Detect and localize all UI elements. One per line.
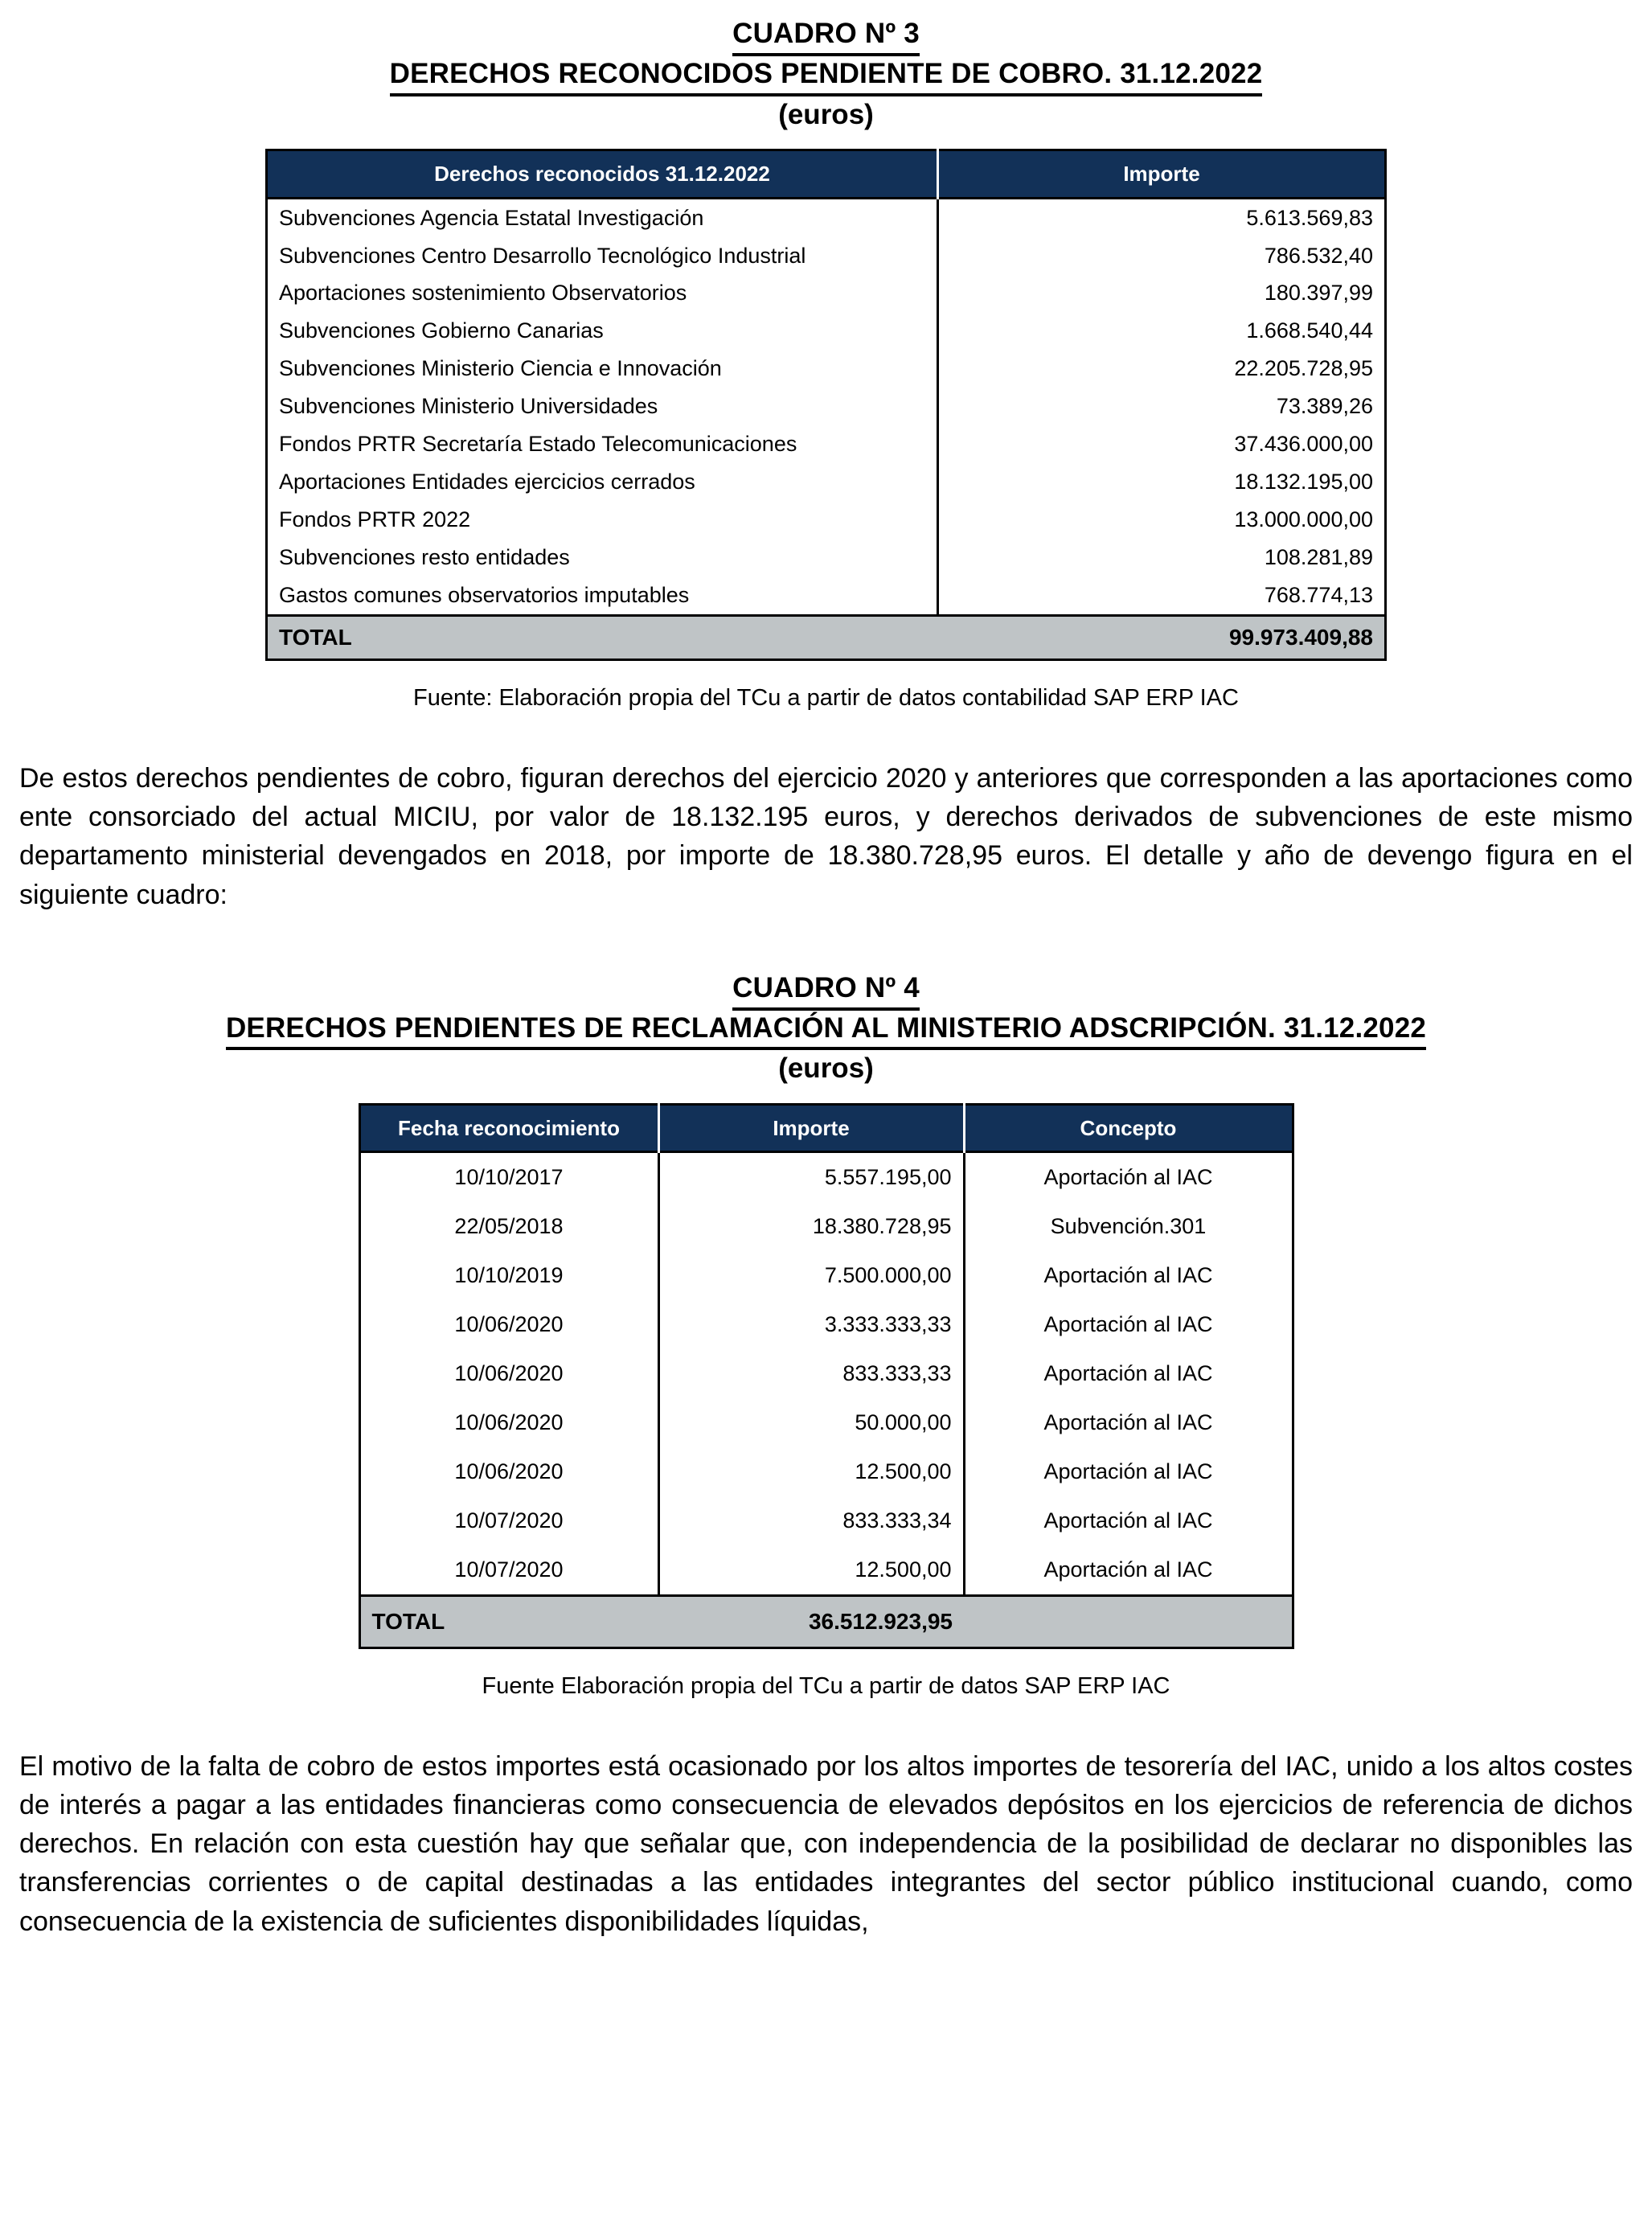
table-row bbox=[359, 1349, 1293, 1398]
cell-amount: 7.500.000,00 bbox=[658, 1251, 964, 1300]
table-row bbox=[267, 539, 1386, 576]
table-row bbox=[267, 198, 1386, 236]
cell-date: 10/10/2017 bbox=[359, 1152, 658, 1202]
cell-amount: 73.389,26 bbox=[938, 388, 1386, 425]
column-header-importe: Importe bbox=[658, 1104, 964, 1152]
cuadro-4-title-name: DERECHOS PENDIENTES DE RECLAMACIÓN AL MINISTERIO ADSCRIPCIÓN. 31.12.2022 bbox=[226, 1011, 1426, 1051]
column-header-importe: Importe bbox=[938, 150, 1386, 199]
table-row bbox=[359, 1398, 1293, 1447]
cell-concept: Subvenciones Gobierno Canarias bbox=[267, 312, 938, 350]
cuadro-4-table bbox=[359, 1103, 1294, 1649]
table-row bbox=[359, 1447, 1293, 1496]
cell-concept: Aportación al IAC bbox=[964, 1496, 1293, 1545]
cell-concept: Fondos PRTR Secretaría Estado Telecomunicaciones bbox=[267, 425, 938, 463]
cell-amount: 18.132.195,00 bbox=[938, 463, 1386, 501]
cell-concept: Aportación al IAC bbox=[964, 1152, 1293, 1202]
cell-concept: Aportaciones sostenimiento Observatorios bbox=[267, 274, 938, 312]
cuadro-4-title-block bbox=[19, 970, 1633, 1087]
cuadro-3-table-wrapper bbox=[19, 149, 1633, 661]
cell-amount: 22.205.728,95 bbox=[938, 350, 1386, 388]
cuadro-3-table bbox=[265, 149, 1387, 661]
cell-amount: 50.000,00 bbox=[658, 1398, 964, 1447]
cell-amount: 786.532,40 bbox=[938, 237, 1386, 275]
cell-date: 22/05/2018 bbox=[359, 1202, 658, 1251]
cuadro-3-source-note: Fuente: Elaboración propia del TCu a partir de datos contabilidad SAP ERP IAC bbox=[413, 685, 1239, 712]
cell-amount: 12.500,00 bbox=[658, 1447, 964, 1496]
table-row bbox=[267, 312, 1386, 350]
total-label: TOTAL bbox=[359, 1595, 658, 1647]
column-header-concepto: Concepto bbox=[964, 1104, 1293, 1152]
table-row bbox=[359, 1152, 1293, 1202]
cuadro-4-title-number: CUADRO Nº 4 bbox=[732, 970, 920, 1011]
table-header-row bbox=[359, 1104, 1293, 1152]
cell-date: 10/06/2020 bbox=[359, 1300, 658, 1349]
cuadro-3-title-number: CUADRO Nº 3 bbox=[732, 16, 920, 56]
cuadro-4-title-number-line bbox=[19, 970, 1633, 1011]
table-row bbox=[267, 350, 1386, 388]
total-empty-cell bbox=[964, 1595, 1293, 1647]
cell-concept: Subvención.301 bbox=[964, 1202, 1293, 1251]
cell-concept: Aportación al IAC bbox=[964, 1398, 1293, 1447]
cell-amount: 833.333,34 bbox=[658, 1496, 964, 1545]
cell-amount: 180.397,99 bbox=[938, 274, 1386, 312]
cell-concept: Aportación al IAC bbox=[964, 1545, 1293, 1595]
cell-concept: Subvenciones Ministerio Universidades bbox=[267, 388, 938, 425]
cell-concept: Aportación al IAC bbox=[964, 1349, 1293, 1398]
cell-concept: Subvenciones Centro Desarrollo Tecnológico Industrial bbox=[267, 237, 938, 275]
table-row bbox=[359, 1496, 1293, 1545]
cuadro-3-title-number-line bbox=[19, 16, 1633, 56]
table-total-row bbox=[359, 1595, 1293, 1647]
cell-date: 10/07/2020 bbox=[359, 1545, 658, 1595]
table-row bbox=[359, 1202, 1293, 1251]
table-row bbox=[359, 1545, 1293, 1595]
total-amount: 99.973.409,88 bbox=[938, 615, 1386, 659]
cell-amount: 108.281,89 bbox=[938, 539, 1386, 576]
cell-amount: 12.500,00 bbox=[658, 1545, 964, 1595]
column-header-derechos-reconocidos: Derechos reconocidos 31.12.2022 bbox=[267, 150, 938, 199]
cell-concept: Aportación al IAC bbox=[964, 1447, 1293, 1496]
total-amount: 36.512.923,95 bbox=[658, 1595, 964, 1647]
cell-amount: 3.333.333,33 bbox=[658, 1300, 964, 1349]
table-row bbox=[267, 425, 1386, 463]
cuadro-3-title-name-line bbox=[19, 56, 1633, 96]
cuadro-4-units: (euros) bbox=[778, 1052, 874, 1085]
table-row bbox=[267, 388, 1386, 425]
cell-date: 10/06/2020 bbox=[359, 1398, 658, 1447]
cuadro-4-source-note: Fuente Elaboración propia del TCu a partir de datos SAP ERP IAC bbox=[482, 1673, 1170, 1699]
cell-concept: Aportaciones Entidades ejercicios cerrados bbox=[267, 463, 938, 501]
cell-concept: Aportación al IAC bbox=[964, 1300, 1293, 1349]
cuadro-3-title-name: DERECHOS RECONOCIDOS PENDIENTE DE COBRO. 31.12.2022 bbox=[390, 56, 1263, 96]
cell-concept: Aportación al IAC bbox=[964, 1251, 1293, 1300]
table-row bbox=[267, 237, 1386, 275]
cell-amount: 37.436.000,00 bbox=[938, 425, 1386, 463]
cell-amount: 1.668.540,44 bbox=[938, 312, 1386, 350]
cell-amount: 13.000.000,00 bbox=[938, 501, 1386, 539]
paragraph-motivo-falta-cobro: El motivo de la falta de cobro de estos importes está ocasionado por los altos importes de tesorería del IAC, unido a los altos costes de interés a pagar a las entidades financieras como consecuencia de elevados depósitos en los ejercicios de referencia de dichos derechos. En relación con esta cuestión hay que señalar que, con independencia de la posibilidad de declarar no disponibles las transferencias corrientes o de capital destinadas a las entidades integrantes del sector público institucional cuando, como consecuencia de la existencia de suficientes disponibilidades líquidas, bbox=[19, 1750, 1633, 1937]
table-row bbox=[359, 1251, 1293, 1300]
cuadro-4-table-wrapper bbox=[19, 1103, 1633, 1649]
table-header-row bbox=[267, 150, 1386, 199]
cell-amount: 18.380.728,95 bbox=[658, 1202, 964, 1251]
cell-amount: 768.774,13 bbox=[938, 576, 1386, 615]
table-row bbox=[267, 274, 1386, 312]
cell-date: 10/06/2020 bbox=[359, 1447, 658, 1496]
cell-concept: Fondos PRTR 2022 bbox=[267, 501, 938, 539]
cuadro-4-title-name-line bbox=[19, 1011, 1633, 1051]
cell-date: 10/07/2020 bbox=[359, 1496, 658, 1545]
table-row bbox=[267, 501, 1386, 539]
cell-amount: 5.613.569,83 bbox=[938, 198, 1386, 236]
cell-concept: Gastos comunes observatorios imputables bbox=[267, 576, 938, 615]
cell-concept: Subvenciones Agencia Estatal Investigación bbox=[267, 198, 938, 236]
cell-date: 10/06/2020 bbox=[359, 1349, 658, 1398]
table-row bbox=[267, 463, 1386, 501]
cuadro-3-units: (euros) bbox=[778, 98, 874, 130]
cell-concept: Subvenciones resto entidades bbox=[267, 539, 938, 576]
paragraph-derechos-pendientes: De estos derechos pendientes de cobro, figuran derechos del ejercicio 2020 y anteriores que corresponden a las aportaciones como ente consorciado del actual MICIU, por valor de 18.132.195 euros, y derechos derivados de subvenciones de este mismo departamento ministerial devengados en 2018, por importe de 18.380.728,95 euros. El detalle y año de devengo figura en el siguiente cuadro: bbox=[19, 762, 1633, 910]
column-header-fecha-reconocimiento: Fecha reconocimiento bbox=[359, 1104, 658, 1152]
table-row bbox=[267, 576, 1386, 615]
cell-date: 10/10/2019 bbox=[359, 1251, 658, 1300]
cuadro-3-title-block bbox=[19, 16, 1633, 133]
cell-concept: Subvenciones Ministerio Ciencia e Innovación bbox=[267, 350, 938, 388]
total-label: TOTAL bbox=[267, 615, 938, 659]
table-total-row bbox=[267, 615, 1386, 659]
cell-amount: 833.333,33 bbox=[658, 1349, 964, 1398]
cell-amount: 5.557.195,00 bbox=[658, 1152, 964, 1202]
table-row bbox=[359, 1300, 1293, 1349]
